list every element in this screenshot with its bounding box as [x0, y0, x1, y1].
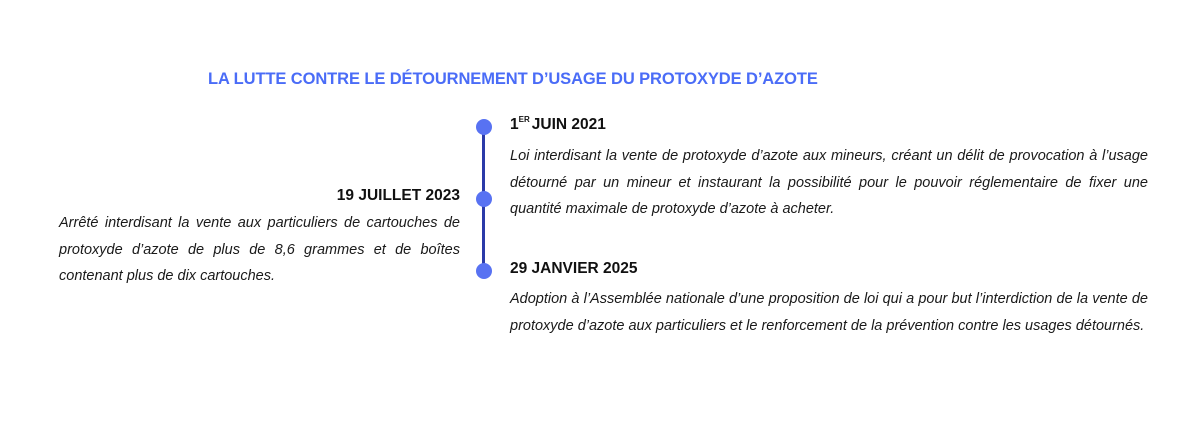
event-1-date-sup: ER [518, 115, 530, 124]
event-3-text: Adoption à l’Assemblée nationale d’une proposition de loi qui a pour but l’interdiction de la vente de protoxyde d’azote aux particuliers et le renforcement de la prévention contre les usages détournés. [510, 291, 1148, 334]
event-1-text: Loi interdisant la vente de protoxyde d’azote aux mineurs, créant un délit de provocation à l’usage détourné par un mineur et instaurant la possibilité pour le pouvoir réglementaire de fixer une quantité maximale de protoxyde d’azote à acheter. [510, 148, 1148, 217]
timeline-dot-3 [476, 263, 492, 279]
event-1-date-day: 1 [510, 116, 519, 133]
event-2-date: 19 JUILLET 2023 [336, 187, 460, 204]
event-1-date-rest: JUIN 2021 [531, 116, 606, 133]
event-3-date: 29 JANVIER 2025 [510, 260, 638, 277]
event-2-text: Arrêté interdisant la vente aux particuliers de cartouches de protoxyde d’azote de plus de 8,6 grammes et de boîtes contenant plus de dix cartouches. [59, 215, 460, 284]
event-1-date [510, 116, 606, 134]
diagram-title: LA LUTTE CONTRE LE DÉTOURNEMENT D’USAGE DU PROTOXYDE D’AZOTE [208, 70, 818, 88]
timeline-dot-1 [476, 119, 492, 135]
timeline-dot-2 [476, 191, 492, 207]
